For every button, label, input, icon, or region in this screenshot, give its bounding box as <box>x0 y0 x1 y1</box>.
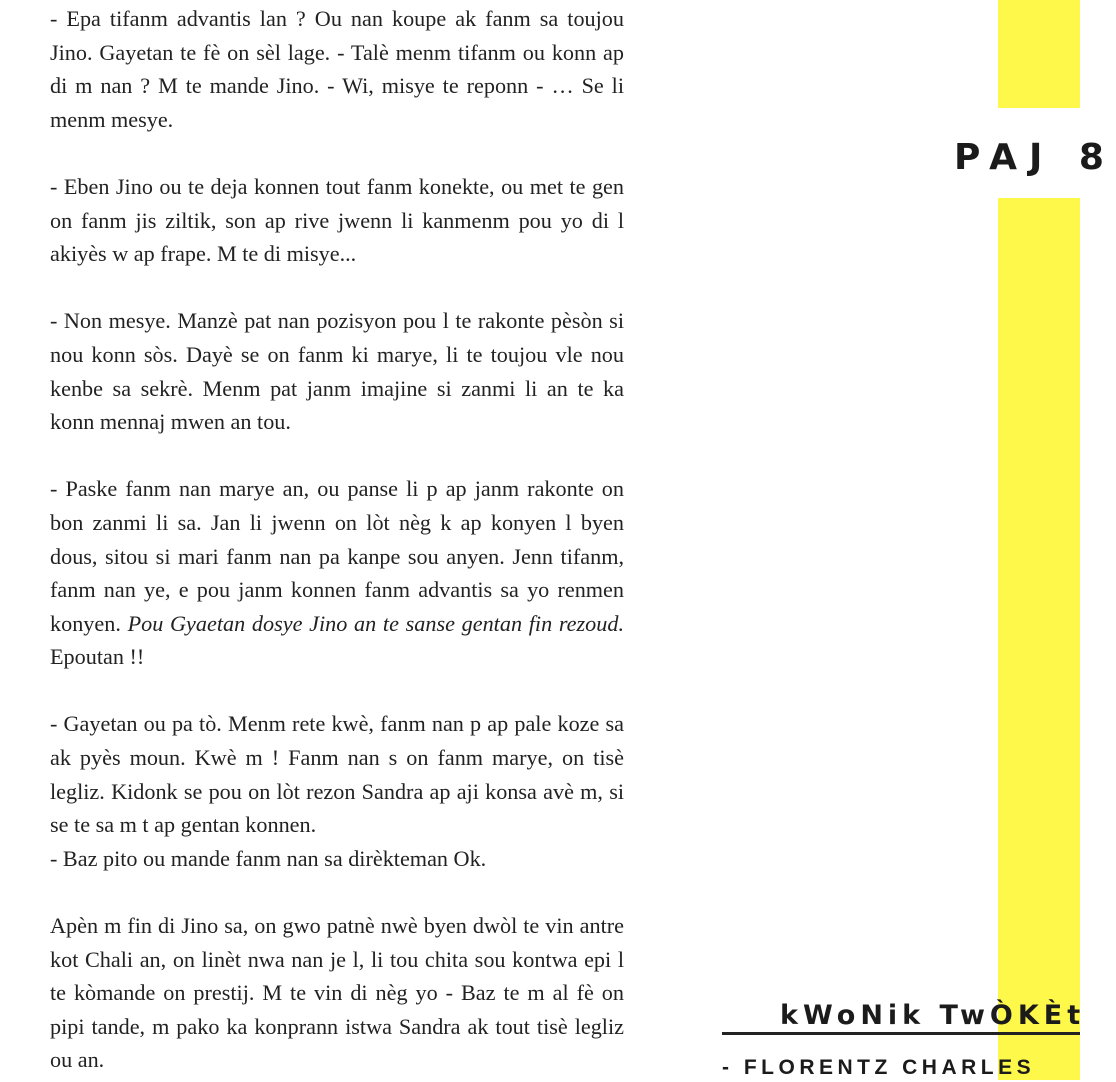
paragraph-5 <box>50 707 624 875</box>
paragraph-5-text: - Gayetan ou pa tò. Menm rete kwè, fanm nan p ap pale koze sa ak pyès moun. Kwè m ! Fanm nan s on fanm marye, on tisè legliz. Kidonk se pou on lòt rezon Sandra ap aji konsa avè m, si se te sa m t ap gentan konnen. <box>50 711 624 838</box>
accent-stripe-top <box>998 0 1080 108</box>
paragraph-4-ending: Epoutan !! <box>50 644 145 670</box>
paragraph-1: - Epa tifanm advantis lan ? Ou nan koupe ak fanm sa toujou Jino. Gayetan te fè on sèl lage. - Talè menm tifanm ou konn ap di m nan ? M te mande Jino. - Wi, misye te reponn - … Se li menm mesye. <box>50 6 624 132</box>
divider-line <box>722 1032 1080 1035</box>
paragraph-4 <box>50 472 624 674</box>
paragraph-3: - Non mesye. Manzè pat nan pozisyon pou l te rakonte pèsòn si nou konn sòs. Dayè se on fanm ki marye, li te toujou vle nou kenbe sa sekrè. Menm pat janm imajine si zanmi li an te ka konn mennaj mwen an tou. <box>50 308 624 435</box>
paragraph-2: - Eben Jino ou te deja konnen tout fanm konekte, ou met te gen on fanm jis ziltik, son ap rive jwenn li kanmenm pou yo di l akiyès w ap frape. M te di misye... <box>50 173 624 267</box>
accent-stripe-bottom <box>998 198 1080 1080</box>
paragraph-6: Apèn m fin di Jino sa, on gwo patnè nwè byen dwòl te vin antre kot Chali an, on linèt nwa nan je l, li tou chita sou kontwa epi l te kòmande on prestij. M te vin di nèg yo - Baz te m al fè on pipi tande, m pako ka konprann istwa Sandra ak tout tisè legliz ou an. <box>50 913 624 1073</box>
paragraph-4-italic: Pou Gyaetan dosye Jino an te sanse gentan fin rezoud. <box>127 610 624 636</box>
author-credit: - FLORENTZ CHARLES <box>722 1056 1036 1079</box>
brand-title: kWoNik TwÒKÈt <box>780 1000 1086 1031</box>
paragraph-4-text: - Paske fanm nan marye an, ou panse li p ap janm rakonte on bon zanmi li sa. Jan li jwenn on lòt nèg k ap konyen l byen dous, sitou si mari fanm nan pa kanpe sou anyen. Jenn tifanm, fanm nan ye, e pou janm konnen fanm advantis sa yo renmen konyen. <box>50 476 624 636</box>
story-text <box>50 2 624 1077</box>
paragraph-5-line: - Baz pito ou mande fanm nan sa dirèkteman Ok. <box>50 845 487 871</box>
page-number-label: PAJ 8 <box>954 137 1116 178</box>
